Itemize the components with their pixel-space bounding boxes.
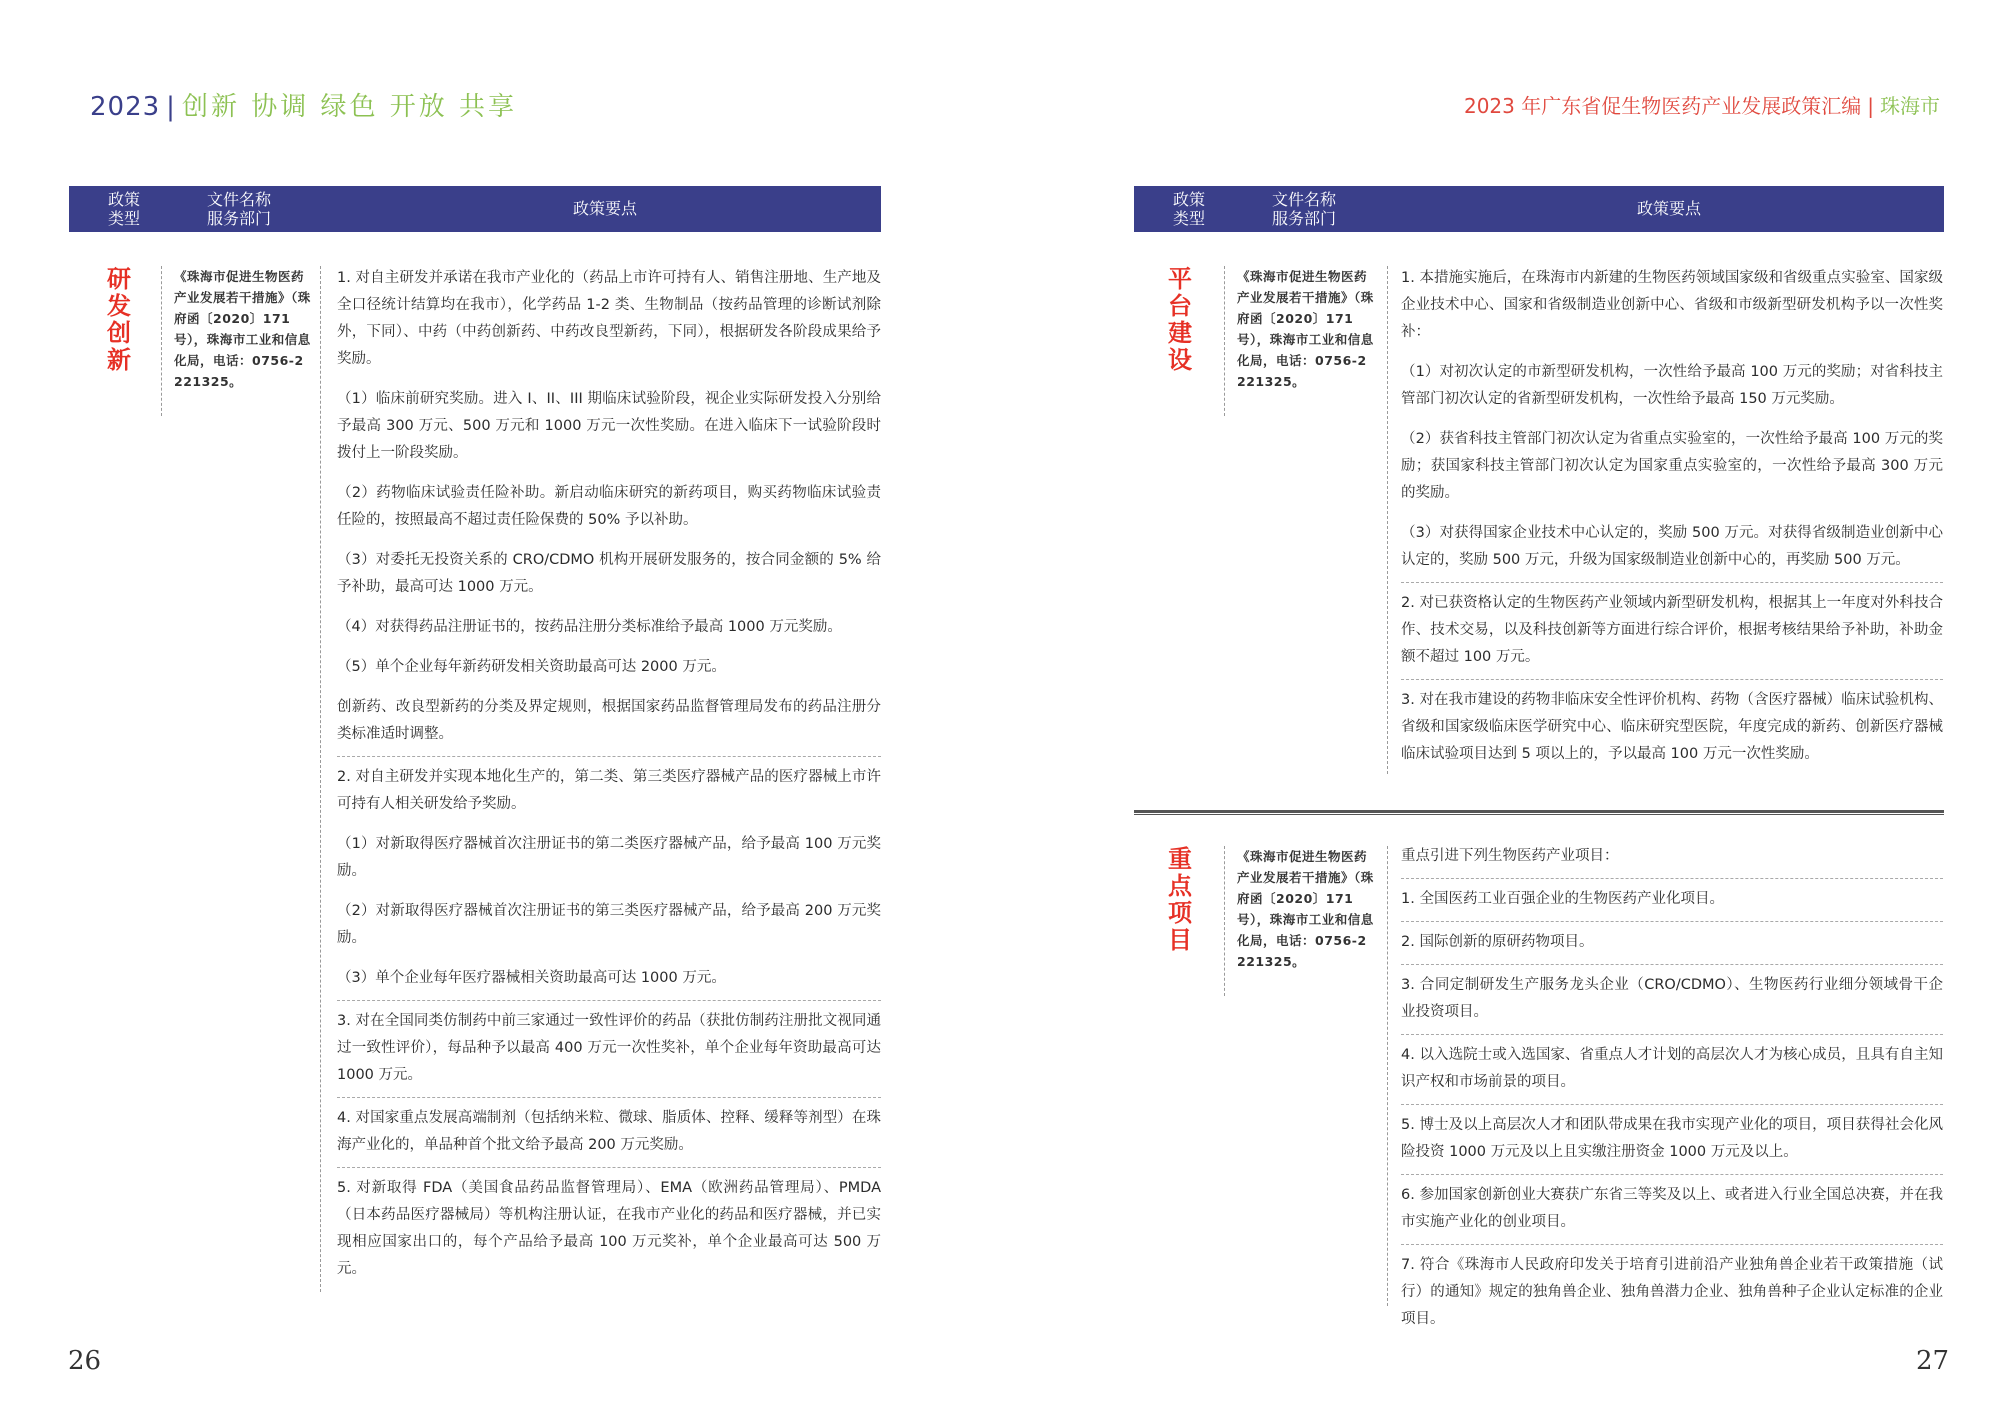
header-divider: | xyxy=(1867,94,1874,118)
policy-point: 2. 国际创新的原研药物项目。 xyxy=(1401,934,1594,950)
column-divider xyxy=(320,266,321,1292)
col-policy-points: 政策要点 xyxy=(572,199,637,218)
policy-point: 3. 合同定制研发生产服务龙头企业（CRO/CDMO）、生物医药行业细分领域骨干企业投资项目。 xyxy=(1401,977,1943,1020)
column-divider xyxy=(1387,846,1388,1306)
policy-point: （2）对新取得医疗器械首次注册证书的第三类医疗器械产品，给予最高 200 万元奖励。 xyxy=(337,903,881,946)
policy-point: （1）临床前研究奖励。进入 I、II、III 期临床试验阶段，视企业实际研发投入分别给予最高 300 万元、500 万元和 1000 万元一次性奖励。在进入临床下一试验阶段时拨付上一阶段奖励。 xyxy=(337,391,881,461)
policy-point: （2）药物临床试验责任险补助。新启动临床研究的新药项目，购买药物临床试验责任险的，按照最高不超过责任险保费的 50% 予以补助。 xyxy=(337,485,881,528)
category-label: 平台建设 xyxy=(1168,265,1192,374)
policy-point: 2. 对自主研发并实现本地化生产的，第二类、第三类医疗器械产品的医疗器械上市许可持有人相关研发给予奖励。 xyxy=(337,769,881,812)
column-divider xyxy=(1387,266,1388,774)
policy-point: 5. 博士及以上高层次人才和团队带成果在我市实现产业化的项目，项目获得社会化风险投资 1000 万元及以上且实缴注册资金 1000 万元及以上。 xyxy=(1401,1117,1943,1160)
document-info: 《珠海市促进生物医药产业发展若干措施》（珠府函〔2020〕171 号），珠海市工业和信息化局，电话：0756-2221325。 xyxy=(1237,849,1374,969)
policy-point: 4. 以入选院士或入选国家、省重点人才计划的高层次人才为核心成员，且具有自主知识产权和市场前景的项目。 xyxy=(1401,1047,1943,1090)
policy-point: 2. 对已获资格认定的生物医药产业领域内新型研发机构，根据其上一年度对外科技合作、技术交易，以及科技创新等方面进行综合评价，根据考核结果给予补助，补助金额不超过 100 万元。 xyxy=(1401,595,1943,665)
doc-divider xyxy=(161,266,162,416)
header-left xyxy=(90,86,517,123)
page-number: 27 xyxy=(1916,1346,1950,1376)
policy-point: （3）对获得国家企业技术中心认定的，奖励 500 万元。对获得省级制造业创新中心认定的，奖励 500 万元，升级为国家级制造业创新中心的，再奖励 500 万元。 xyxy=(1401,525,1943,568)
policy-points-list xyxy=(337,258,881,1289)
doc-divider xyxy=(1224,846,1225,996)
col-document-dept: 文件名称 服务部门 xyxy=(1272,190,1337,228)
policy-point: （3）单个企业每年医疗器械相关资助最高可达 1000 万元。 xyxy=(337,970,726,986)
header-divider: | xyxy=(166,92,176,122)
table-header-right xyxy=(1134,186,1944,232)
col-policy-points: 政策要点 xyxy=(1636,199,1701,218)
policy-points-list xyxy=(1401,258,1943,774)
policy-point: （3）对委托无投资关系的 CRO/CDMO 机构开展研发服务的，按合同金额的 5% 给予补助，最高可达 1000 万元。 xyxy=(337,552,881,595)
page-number: 26 xyxy=(68,1346,102,1376)
policy-point: （1）对新取得医疗器械首次注册证书的第二类医疗器械产品，给予最高 100 万元奖励。 xyxy=(337,836,881,879)
section-divider xyxy=(1134,810,1944,815)
col-policy-type: 政策 类型 xyxy=(1172,190,1205,228)
policy-points-list xyxy=(1401,836,1943,1339)
doc-divider xyxy=(1224,266,1225,416)
policy-point: 创新药、改良型新药的分类及界定规则，根据国家药品监督管理局发布的药品注册分类标准适时调整。 xyxy=(337,699,881,742)
policy-point: （4）对获得药品注册证书的，按药品注册分类标准给予最高 1000 万元奖励。 xyxy=(337,619,842,635)
col-document-dept: 文件名称 服务部门 xyxy=(207,190,272,228)
policy-point: （5）单个企业每年新药研发相关资助最高可达 2000 万元。 xyxy=(337,659,726,675)
policy-point: 3. 对在全国同类仿制药中前三家通过一致性评价的药品（获批仿制药注册批文视同通过一致性评价），每品种予以最高 400 万元一次性奖补，单个企业每年资助最高可达 1000 万元。 xyxy=(337,1013,881,1083)
category-label: 重点项目 xyxy=(1168,845,1192,954)
policy-point: 1. 全国医药工业百强企业的生物医药产业化项目。 xyxy=(1401,891,1724,907)
policy-point: 重点引进下列生物医药产业项目： xyxy=(1401,848,1619,864)
policy-point: （2）获省科技主管部门初次认定为省重点实验室的，一次性给予最高 100 万元的奖励；获国家科技主管部门初次认定为国家重点实验室的，一次性给予最高 300 万元的奖励。 xyxy=(1401,431,1943,501)
document-info: 《珠海市促进生物医药产业发展若干措施》（珠府函〔2020〕171 号），珠海市工业和信息化局，电话：0756-2221325。 xyxy=(1237,269,1374,389)
policy-point: 5. 对新取得 FDA（美国食品药品监督管理局）、EMA（欧洲药品管理局）、PMDA（日本药品医疗器械局）等机构注册认证，在我市产业化的药品和医疗器械，并已实现相应国家出口的，每个产品给予最高 100 万元奖补，单个企业最高可达 500 万元。 xyxy=(337,1180,881,1277)
policy-point: 1. 本措施实施后，在珠海市内新建的生物医药领域国家级和省级重点实验室、国家级企业技术中心、国家和省级制造业创新中心、省级和市级新型研发机构予以一次性奖补： xyxy=(1401,270,1943,340)
header-slogan: 创新 协调 绿色 开放 共享 xyxy=(181,92,517,122)
policy-point: 4. 对国家重点发展高端制剂（包括纳米粒、微球、脂质体、控释、缓释等剂型）在珠海产业化的，单品种首个批文给予最高 200 万元奖励。 xyxy=(337,1110,881,1153)
header-city: 珠海市 xyxy=(1880,94,1940,118)
header-title: 2023 年广东省促生物医药产业发展政策汇编 xyxy=(1463,94,1862,118)
document-info: 《珠海市促进生物医药产业发展若干措施》（珠府函〔2020〕171 号），珠海市工业和信息化局，电话：0756-2221325。 xyxy=(174,269,311,389)
header-right xyxy=(1464,90,1940,119)
policy-point: 3. 对在我市建设的药物非临床安全性评价机构、药物（含医疗器械）临床试验机构、省级和国家级临床医学研究中心、临床研究型医院，年度完成的新药、创新医疗器械临床试验项目达到 5 项以上的，予以最高 100 万元一次性奖励。 xyxy=(1401,692,1943,762)
policy-point: （1）对初次认定的市新型研发机构，一次性给予最高 100 万元的奖励；对省科技主管部门初次认定的省新型研发机构，一次性给予最高 150 万元奖励。 xyxy=(1401,364,1943,407)
policy-point: 1. 对自主研发并承诺在我市产业化的（药品上市许可持有人、销售注册地、生产地及全口径统计结算均在我市），化学药品 1-2 类、生物制品（按药品管理的诊断试剂除外，下同）、中药（中药创新药、中药改良型新药，下同），根据研发各阶段成果给予奖励。 xyxy=(337,270,881,367)
table-header-left xyxy=(69,186,881,232)
policy-point: 7. 符合《珠海市人民政府印发关于培育引进前沿产业独角兽企业若干政策措施（试行）的通知》规定的独角兽企业、独角兽潜力企业、独角兽种子企业认定标准的企业项目。 xyxy=(1401,1257,1943,1327)
col-policy-type: 政策 类型 xyxy=(107,190,140,228)
category-label: 研发创新 xyxy=(107,265,131,374)
policy-point: 6. 参加国家创新创业大赛获广东省三等奖及以上、或者进入行业全国总决赛，并在我市实施产业化的创业项目。 xyxy=(1401,1187,1943,1230)
header-year: 2023 xyxy=(90,92,161,122)
